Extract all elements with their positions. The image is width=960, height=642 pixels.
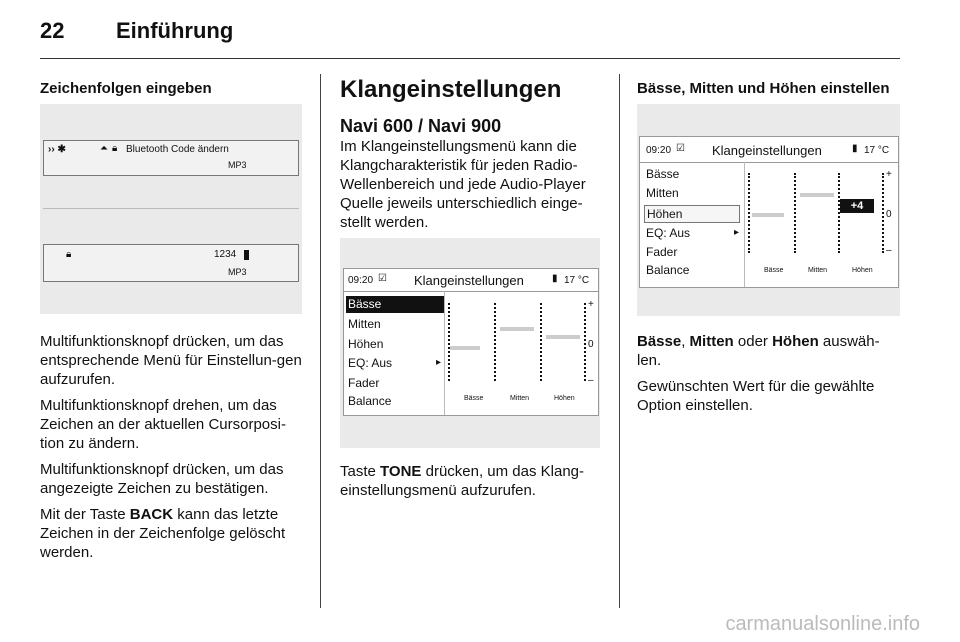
screen-title: Klangeinstellungen <box>414 273 524 288</box>
chevron-right-icon: ▸ <box>734 227 740 238</box>
column-divider-1 <box>320 74 321 608</box>
page-number: 22 <box>40 18 65 43</box>
slider-level-mitten <box>500 327 534 331</box>
menu-item-hoehen[interactable]: Höhen <box>348 337 384 351</box>
code-bar-1-sub: MP3 <box>228 160 247 170</box>
slider-label-hoehen: Höhen <box>554 395 575 402</box>
slider-level-mitten <box>800 193 834 197</box>
left-paragraph-4: Mit der Taste BACK kann das letzte Zeichen in der Zeichenfolge gelöscht werden. <box>40 506 286 561</box>
screen-time: 09:20 <box>646 145 672 156</box>
menu-item-mitten[interactable]: Mitten <box>348 317 381 331</box>
header-rule <box>40 58 900 59</box>
menu-item-basse[interactable]: Bässe <box>346 296 444 313</box>
cursor-block <box>244 250 249 260</box>
screen-time: 09:20 <box>348 275 374 286</box>
back-key-label: BACK <box>129 506 174 523</box>
menu-item-balance[interactable]: Balance <box>348 394 392 408</box>
slider-track-hoehen[interactable] <box>540 303 546 381</box>
slider-label-basse: Bässe <box>764 267 784 274</box>
middle-subheading: Navi 600 / Navi 900 <box>340 116 502 136</box>
slider-level-basse <box>450 346 480 350</box>
up-arrow-icon: ⏶ <box>100 143 108 154</box>
left-heading: Zeichenfolgen eingeben <box>40 80 212 97</box>
lock-icon: 🔒︎ <box>112 143 118 154</box>
middle-intro: Im Klangeinstellungsmenü kann die Klangcharakteristik für jeden Radio-Wellenbereich und jede Audio-Player Quelle jeweils unterschiedlich einge-stellt werden. <box>340 138 586 231</box>
figure-tone-adjust <box>637 104 900 316</box>
watermark: carmanualsonline.info <box>725 613 920 635</box>
slider-track-hoehen[interactable] <box>838 173 844 253</box>
right-body <box>637 332 902 422</box>
scale-minus: – <box>588 375 594 386</box>
left-paragraph-2: Multifunktionsknopf drehen, um das Zeichen an der aktuellen Cursorposi-tion zu ändern. <box>40 397 286 452</box>
menu-divider <box>444 291 445 415</box>
thermometer-icon: ▮ <box>552 273 558 284</box>
slider-label-basse: Bässe <box>464 395 484 402</box>
left-body <box>40 332 308 569</box>
scale-plus: + <box>588 299 594 310</box>
tone-screen <box>343 268 599 416</box>
adjust-screen <box>639 136 899 288</box>
figure-tone-menu <box>340 238 600 448</box>
menu-item-hoehen[interactable]: Höhen <box>644 205 740 223</box>
menu-divider <box>744 162 745 287</box>
menu-item-eq[interactable]: EQ: Aus <box>646 226 691 240</box>
code-bar-2-value: 1234 <box>214 249 237 260</box>
code-bar-1 <box>43 140 299 176</box>
figure-code-entry <box>40 104 302 314</box>
slider-level-basse <box>752 213 784 217</box>
code-bar-2 <box>43 244 299 282</box>
slider-level-hoehen <box>546 335 580 339</box>
right-paragraph-2: Gewünschten Wert für die gewählte Option einstellen. <box>637 378 875 414</box>
screen-temp: 17 °C <box>864 145 890 156</box>
menu-item-eq[interactable]: EQ: Aus <box>348 356 393 370</box>
screen-title: Klangeinstellungen <box>712 143 822 158</box>
value-badge-hoehen: +4 <box>840 199 874 213</box>
thermometer-icon: ▮ <box>852 143 858 154</box>
slider-label-mitten: Mitten <box>808 267 828 274</box>
menu-item-mitten[interactable]: Mitten <box>646 186 679 200</box>
fig-divider <box>43 208 299 209</box>
slider-track-basse[interactable] <box>448 303 454 381</box>
slider-label-hoehen: Höhen <box>852 267 873 274</box>
scale-zero: 0 <box>886 209 892 220</box>
menu-item-balance[interactable]: Balance <box>646 263 690 277</box>
middle-caption: Taste TONE drücken, um das Klang-einstellungsmenü aufzurufen. <box>340 463 585 499</box>
lock-icon: 🔒︎ <box>66 249 72 260</box>
screen-rule <box>344 291 598 292</box>
middle-heading: Klangeinstellungen <box>340 76 562 103</box>
slider-track-mitten[interactable] <box>794 173 800 253</box>
menu-item-fader[interactable]: Fader <box>348 376 380 390</box>
slider-track-mitten[interactable] <box>494 303 500 381</box>
menu-item-fader[interactable]: Fader <box>646 245 678 259</box>
screen-temp: 17 °C <box>564 275 590 286</box>
screen-rule <box>640 162 898 163</box>
code-bar-1-title: Bluetooth Code ändern <box>126 144 229 155</box>
scale-zero: 0 <box>588 339 594 350</box>
right-heading: Bässe, Mitten und Höhen einstellen <box>637 80 890 97</box>
chapter-title: Einführung <box>116 18 234 43</box>
tone-key-label: TONE <box>380 463 422 480</box>
left-paragraph-3: Multifunktionsknopf drücken, um das angezeigte Zeichen zu bestätigen. <box>40 461 284 497</box>
code-bar-2-sub: MP3 <box>228 267 247 277</box>
check-icon: ☑ <box>676 143 685 154</box>
menu-item-basse[interactable]: Bässe <box>646 167 680 181</box>
slider-label-mitten: Mitten <box>510 395 530 402</box>
scale-minus: – <box>886 245 892 256</box>
column-divider-2 <box>619 74 620 608</box>
right-paragraph-1: Bässe, Mitten oder Höhen auswäh-len. <box>637 333 880 369</box>
check-icon: ☑ <box>378 273 387 284</box>
bluetooth-icon: ›› ✱ <box>48 144 66 155</box>
scale-plus: + <box>886 169 892 180</box>
left-paragraph-1: Multifunktionsknopf drücken, um das entsprechende Menü für Einstellun-gen aufzurufen. <box>40 333 302 388</box>
chevron-right-icon: ▸ <box>436 357 442 368</box>
